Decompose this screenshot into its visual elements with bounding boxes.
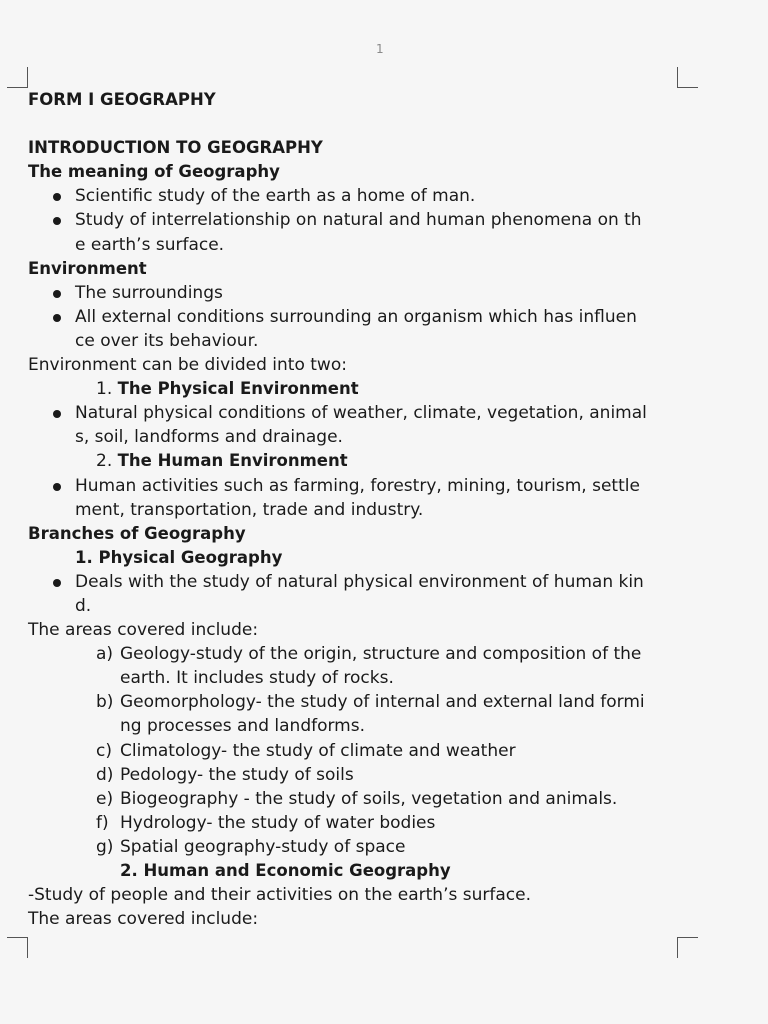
bullet-dot [53,483,61,491]
physical-geography-heading: 1. Physical Geography [75,547,283,567]
meaning-bullet-2: Study of interrelationship on natural and human phenomena on th [28,208,678,232]
form-title: FORM I GEOGRAPHY [28,90,216,109]
bullet-dot [53,579,61,587]
environment-bullet-2: All external conditions surrounding an organism which has influen [28,305,678,329]
area-item-f: f) Hydrology- the study of water bodies [96,812,436,833]
bullet-dot [53,314,61,322]
environment-bullet-1: The surroundings [28,281,678,305]
environment-bullet-2-cont: ce over its behaviour. [75,330,259,351]
area-item-a: a) Geology-study of the origin, structure and composition of the [96,644,642,665]
human-geography-desc: -Study of people and their activities on the earth’s surface. [28,885,531,906]
human-environment-bullet-cont: ment, transportation, trade and industry. [75,499,424,520]
bullet-dot [53,217,61,225]
area-item-a-cont: earth. It includes study of rocks. [120,668,394,689]
crop-mark-top-left [7,67,28,88]
bullet-dot [53,290,61,298]
area-item-d: d) Pedology- the study of soils [96,764,354,785]
environment-divided-text: Environment can be divided into two: [28,355,347,376]
crop-mark-bottom-right [677,937,698,958]
page-number: 1 [376,42,384,56]
physical-geography-bullet-cont: d. [75,595,92,616]
area-item-c: c) Climatology- the study of climate and weather [96,740,516,761]
physical-environment-heading: 1. The Physical Environment [96,379,359,400]
intro-heading: INTRODUCTION TO GEOGRAPHY [28,138,323,158]
human-environment-bullet: Human activities such as farming, forestry, mining, tourism, settle [28,474,678,498]
physical-environment-bullet-cont: s, soil, landforms and drainage. [75,427,343,448]
human-geography-heading: 2. Human and Economic Geography [120,861,451,880]
areas-covered-intro: The areas covered include: [28,620,259,641]
crop-mark-bottom-left [7,937,28,958]
bullet-dot [53,410,61,418]
human-geography-areas-intro: The areas covered include: [28,909,259,930]
human-environment-heading: 2. The Human Environment [96,451,348,472]
blank-line [28,112,678,136]
area-item-b-cont: ng processes and landforms. [120,716,366,737]
physical-geography-bullet: Deals with the study of natural physical environment of human kin [28,570,678,594]
crop-mark-top-right [677,67,698,88]
bullet-dot [53,193,61,201]
meaning-bullet-1: Scientific study of the earth as a home of man. [28,184,678,208]
physical-environment-bullet: Natural physical conditions of weather, climate, vegetation, animal [28,401,678,425]
document-body [28,88,678,931]
meaning-bullet-2-cont: e earth’s surface. [75,234,225,255]
area-item-g: g) Spatial geography-study of space [96,836,406,857]
environment-heading: Environment [28,258,147,278]
area-item-b: b) Geomorphology- the study of internal and external land formi [96,692,645,713]
branches-heading: Branches of Geography [28,523,246,543]
area-item-e: e) Biogeography - the study of soils, vegetation and animals. [96,788,618,809]
meaning-heading: The meaning of Geography [28,162,280,182]
